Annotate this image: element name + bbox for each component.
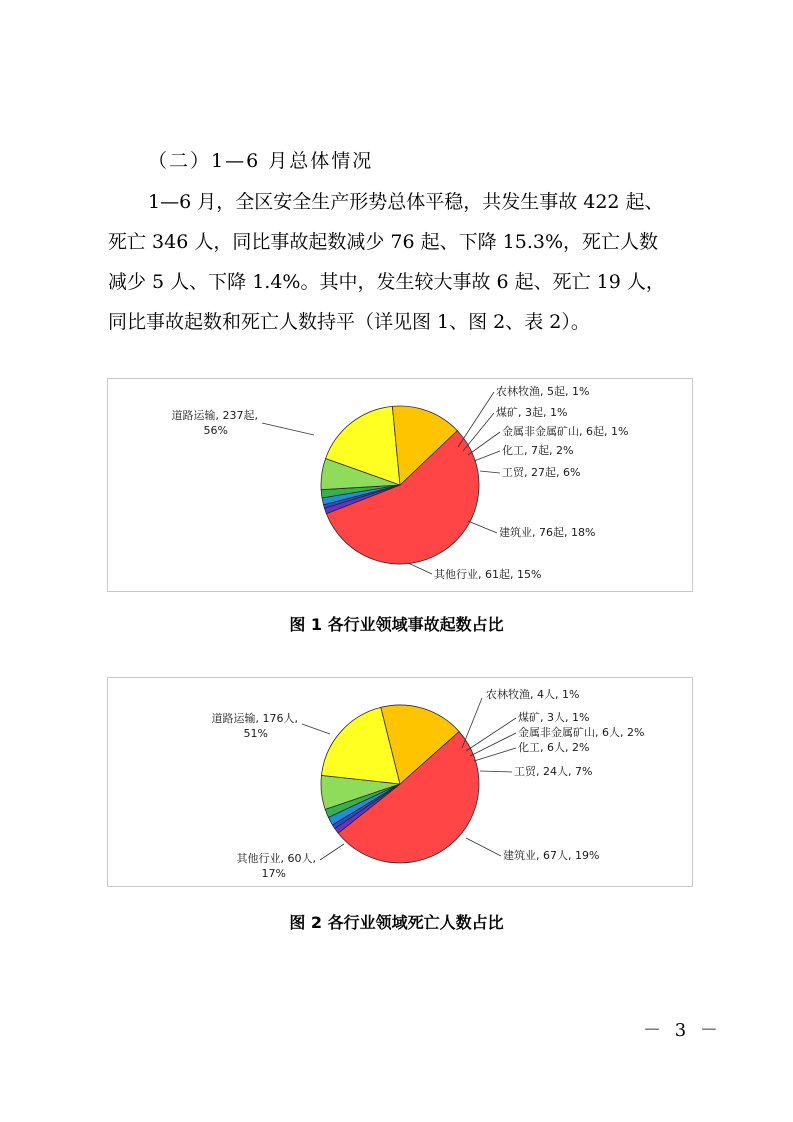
leader-line	[262, 423, 314, 435]
leader-line	[466, 838, 501, 856]
slice-label: 农林牧渔, 4人, 1%	[486, 688, 580, 701]
slice-label-percent: 51%	[243, 727, 268, 740]
leader-line	[320, 844, 344, 860]
leader-line	[462, 698, 482, 748]
slice-label: 其他行业, 60人,	[236, 852, 316, 865]
slice-label: 化工, 6人, 2%	[518, 741, 590, 754]
figure2-deaths-pie-chart	[107, 677, 693, 887]
leader-line	[474, 451, 500, 461]
paragraph-line: 同比事故起数和死亡人数持平（详见图 1、图 2、表 2）。	[108, 311, 590, 333]
slice-label: 金属非金属矿山, 6人, 2%	[518, 726, 645, 739]
figure1-caption: 图 1 各行业领域事故起数占比	[289, 615, 504, 634]
slice-label: 工贸, 27起, 6%	[502, 466, 581, 479]
leader-line	[470, 733, 516, 756]
slice-label: 道路运输, 237起,	[171, 409, 258, 422]
slice-label: 化工, 7起, 2%	[502, 444, 574, 457]
leader-line	[480, 471, 500, 473]
leader-line	[468, 432, 500, 455]
figure1-accidents-pie-chart	[107, 378, 693, 592]
leader-line	[480, 771, 512, 772]
paragraph-line: 死亡 346 人，同比事故起数减少 76 起、下降 15.3%，死亡人数	[108, 231, 658, 253]
leader-line	[468, 521, 497, 533]
slice-label: 工贸, 24人, 7%	[514, 765, 593, 778]
slice-label: 煤矿, 3人, 1%	[518, 711, 590, 724]
leader-line	[302, 724, 330, 734]
slice-label-percent: 17%	[261, 867, 286, 880]
pie-chart-svg	[108, 379, 692, 591]
slice-label: 其他行业, 61起, 15%	[434, 568, 542, 581]
slice-label: 道路运输, 176人,	[211, 712, 298, 725]
paragraph-line: 1—6 月，全区安全生产形势总体平稳，共发生事故 422 起、	[148, 191, 664, 213]
slice-label: 煤矿, 3起, 1%	[496, 406, 568, 419]
slice-label-percent: 56%	[203, 424, 228, 437]
figure2-caption: 图 2 各行业领域死亡人数占比	[289, 913, 504, 932]
leader-line	[408, 563, 432, 574]
slice-label: 金属非金属矿山, 6起, 1%	[502, 425, 629, 438]
section-heading: （二）1—6 月总体情况	[148, 150, 374, 172]
pie-chart-svg	[108, 678, 692, 886]
page-number: － 3 －	[643, 1020, 722, 1041]
slice-label: 农林牧渔, 5起, 1%	[496, 385, 590, 398]
paragraph-line: 减少 5 人、下降 1.4%。其中，发生较大事故 6 起、死亡 19 人，	[108, 271, 665, 293]
body-paragraph	[108, 182, 708, 342]
slice-label: 建筑业, 76起, 18%	[499, 526, 596, 539]
leader-line	[474, 748, 516, 761]
leader-line	[466, 718, 516, 751]
slice-label: 建筑业, 67人, 19%	[503, 849, 600, 862]
